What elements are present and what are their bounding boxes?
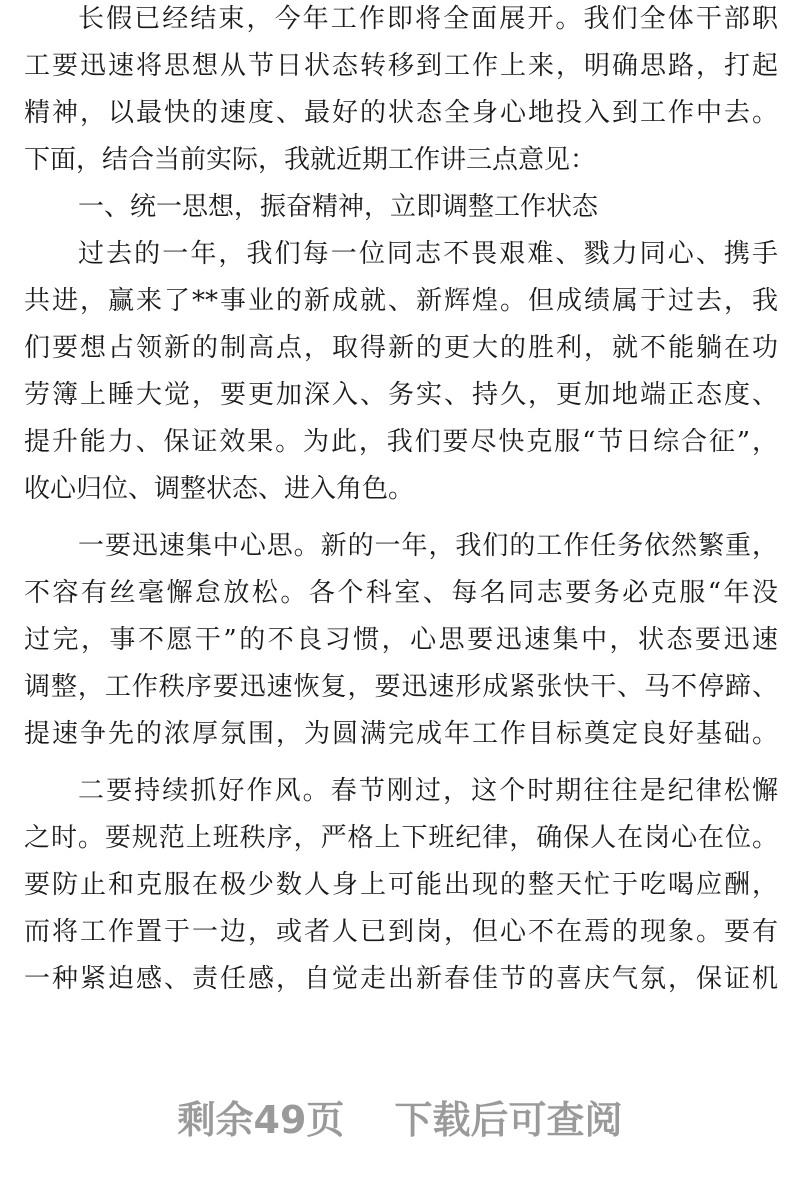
paragraph-line: 而将工作置于一边，或者人已到岗，但心不在焉的现象。要有 <box>24 917 778 947</box>
paragraph-line: 一要迅速集中心思。新的一年，我们的工作任务依然繁重， <box>78 531 778 561</box>
remaining-pages-label: 剩余49页 <box>177 1098 345 1142</box>
download-prompt[interactable] <box>0 1085 800 1155</box>
paragraph-line: 收心归位、调整状态、进入角色。 <box>24 474 415 504</box>
paragraph-line: 过完，事不愿干”的不良习惯，心思要迅速集中，状态要迅速 <box>24 625 778 655</box>
paragraph-line: 下面，结合当前实际，我就近期工作讲三点意见： <box>24 145 597 175</box>
paragraph-line: 精神，以最快的速度、最好的状态全身心地投入到工作中去。 <box>24 98 778 128</box>
paragraph-line: 过去的一年，我们每一位同志不畏艰难、戮力同心、携手 <box>78 239 778 269</box>
paragraph-line: 提速争先的浓厚氛围，为圆满完成年工作目标奠定良好基础。 <box>24 719 778 749</box>
section-heading: 一、统一思想，振奋精神，立即调整工作状态 <box>78 192 599 222</box>
download-hint-label: 下载后可查阅 <box>394 1098 623 1142</box>
paragraph-line: 工要迅速将思想从节日状态转移到工作上来，明确思路，打起 <box>24 51 778 81</box>
paragraph-line: 不容有丝毫懈怠放松。各个科室、每名同志要务必克服“年没 <box>24 578 778 608</box>
paragraph-line: 调整，工作秩序要迅速恢复，要迅速形成紧张快干、马不停蹄、 <box>24 672 778 702</box>
paragraph-line: 二要持续抓好作风。春节刚过，这个时期往往是纪律松懈 <box>78 776 778 806</box>
paragraph-line: 要防止和克服在极少数人身上可能出现的整天忙于吃喝应酬， <box>24 870 778 900</box>
paragraph-line: 劳簿上睡大觉，要更加深入、务实、持久，更加地端正态度、 <box>24 380 778 410</box>
paragraph-line: 们要想占领新的制高点，取得新的更大的胜利，就不能躺在功 <box>24 333 778 363</box>
paragraph-line: 提升能力、保证效果。为此，我们要尽快克服“节日综合征”， <box>24 427 778 457</box>
paragraph-line: 长假已经结束，今年工作即将全面展开。我们全体干部职 <box>78 4 778 34</box>
paragraph-line: 一种紧迫感、责任感，自觉走出新春佳节的喜庆气氛，保证机 <box>24 964 778 994</box>
paragraph-line: 之时。要规范上班秩序，严格上下班纪律，确保人在岗心在位。 <box>24 823 778 853</box>
paragraph-line: 共进，赢来了**事业的新成就、新辉煌。但成绩属于过去，我 <box>24 286 778 316</box>
